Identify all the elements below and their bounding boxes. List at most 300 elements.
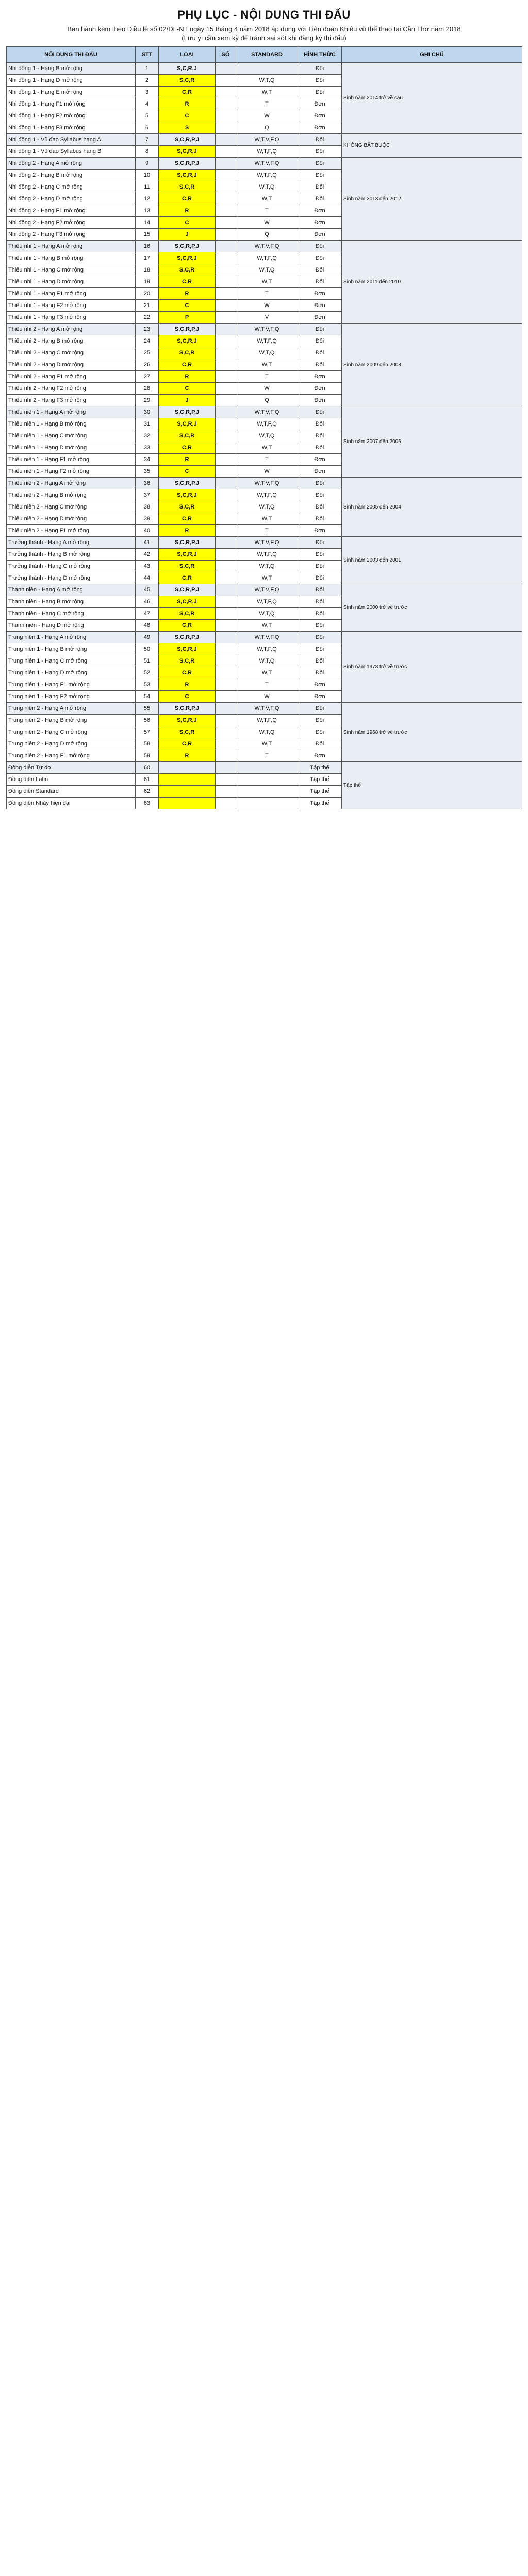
standard-cell: W,T,F,Q [236,489,298,501]
format-cell: Đôi [298,241,342,252]
format-cell: Đơn [298,371,342,383]
standard-cell: W,T,F,Q [236,715,298,726]
category-cell: Đồng diễn Standard [7,786,136,798]
standard-cell: T [236,371,298,383]
format-cell: Đôi [298,596,342,608]
standard-cell: W,T,V,F,Q [236,537,298,549]
latin-cell: C [159,110,216,122]
standard-cell: W,T,Q [236,608,298,620]
no-cell [216,738,236,750]
category-cell: Thiếu niên 2 - Hạng B mở rộng [7,489,136,501]
standard-cell: W,T,F,Q [236,170,298,181]
format-cell: Đôi [298,418,342,430]
no-cell [216,798,236,809]
category-cell: Thiếu niên 1 - Hạng C mở rộng [7,430,136,442]
format-cell: Tập thể [298,786,342,798]
latin-cell: C,R [159,572,216,584]
stt-cell: 28 [136,383,159,395]
no-cell [216,442,236,454]
format-cell: Đôi [298,170,342,181]
subtitle-line-2: (Lưu ý: cần xem kỹ để tránh sai sót khi đăng ký thi đấu) [182,34,346,42]
stt-cell: 42 [136,549,159,561]
standard-cell: W,T,V,F,Q [236,406,298,418]
no-cell [216,300,236,312]
latin-cell: S,C,R [159,347,216,359]
latin-cell: S,C,R [159,655,216,667]
section-note: Sinh năm 1978 trở về trước [342,632,522,703]
category-cell: Nhi đồng 2 - Hạng C mở rộng [7,181,136,193]
latin-cell: R [159,371,216,383]
latin-cell: J [159,229,216,241]
subtitle-line-1: Ban hành kèm theo Điều lệ số 02/ĐL-NT ngày 15 tháng 4 năm 2018 áp dụng với Liên đoàn Khiêu vũ thể thao tại Cần Thơ năm 2018 [67,25,461,33]
format-cell: Đôi [298,643,342,655]
no-cell [216,359,236,371]
stt-cell: 61 [136,774,159,786]
format-cell: Đôi [298,252,342,264]
category-cell: Trung niên 1 - Hạng A mở rộng [7,632,136,643]
table-row [7,762,522,774]
latin-cell: J [159,395,216,406]
latin-cell: C,R [159,193,216,205]
stt-cell: 1 [136,63,159,75]
standard-cell: T [236,750,298,762]
no-cell [216,264,236,276]
section-note: Sinh năm 2000 trở về trước [342,584,522,632]
stt-cell: 9 [136,158,159,170]
header-notes: GHI CHÚ [342,47,522,63]
table-row [7,406,522,418]
category-cell: Thiếu nhi 2 - Hạng C mở rộng [7,347,136,359]
latin-cell: C,R [159,620,216,632]
no-cell [216,430,236,442]
category-cell: Thiếu nhi 1 - Hạng D mở rộng [7,276,136,288]
no-cell [216,406,236,418]
standard-cell: W,T [236,359,298,371]
format-cell: Đôi [298,537,342,549]
latin-cell [159,774,216,786]
category-cell: Thiếu nhi 1 - Hạng B mở rộng [7,252,136,264]
stt-cell: 62 [136,786,159,798]
standard-cell: W,T,F,Q [236,549,298,561]
header-no: SỐ [216,47,236,63]
no-cell [216,632,236,643]
latin-cell: C [159,300,216,312]
stt-cell: 55 [136,703,159,715]
stt-cell: 6 [136,122,159,134]
standard-cell: W [236,691,298,703]
format-cell: Đôi [298,324,342,335]
format-cell: Đôi [298,359,342,371]
latin-cell: S,C,R,P,J [159,324,216,335]
standard-cell: W,T,V,F,Q [236,632,298,643]
stt-cell: 5 [136,110,159,122]
category-cell: Thiếu nhi 1 - Hạng F2 mở rộng [7,300,136,312]
category-cell: Thanh niên - Hạng D mở rộng [7,620,136,632]
category-cell: Thiếu nhi 2 - Hạng D mở rộng [7,359,136,371]
section-note: Sinh năm 2009 đến 2008 [342,324,522,406]
standard-cell: W,T [236,276,298,288]
standard-cell: W,T,V,F,Q [236,241,298,252]
format-cell: Đôi [298,501,342,513]
category-cell: Trung niên 1 - Hạng B mở rộng [7,643,136,655]
format-cell: Đơn [298,691,342,703]
format-cell: Đôi [298,561,342,572]
category-cell: Đồng diễn Nhảy hiện đại [7,798,136,809]
format-cell: Đôi [298,406,342,418]
stt-cell: 46 [136,596,159,608]
latin-cell: C [159,217,216,229]
no-cell [216,703,236,715]
category-cell: Thiếu niên 1 - Hạng A mở rộng [7,406,136,418]
no-cell [216,217,236,229]
format-cell: Đôi [298,347,342,359]
latin-cell: C,R [159,513,216,525]
table-row [7,584,522,596]
stt-cell: 27 [136,371,159,383]
format-cell: Đôi [298,63,342,75]
latin-cell: R [159,454,216,466]
category-cell: Nhi đồng 2 - Hạng B mở rộng [7,170,136,181]
stt-cell: 60 [136,762,159,774]
latin-cell: R [159,525,216,537]
stt-cell: 26 [136,359,159,371]
standard-cell: W,T,Q [236,430,298,442]
table-row [7,537,522,549]
latin-cell: C,R [159,442,216,454]
latin-cell: S,C,R [159,75,216,87]
standard-cell: W,T,V,F,Q [236,478,298,489]
standard-cell: W,T [236,620,298,632]
category-cell: Nhi đồng 2 - Hạng A mở rộng [7,158,136,170]
stt-cell: 30 [136,406,159,418]
stt-cell: 32 [136,430,159,442]
no-cell [216,667,236,679]
no-cell [216,561,236,572]
standard-cell: W,T,F,Q [236,596,298,608]
stt-cell: 2 [136,75,159,87]
standard-cell: W,T,Q [236,75,298,87]
section-note: Sinh năm 2013 đến 2012 [342,158,522,241]
no-cell [216,335,236,347]
table-row [7,478,522,489]
category-cell: Thiếu niên 2 - Hạng C mở rộng [7,501,136,513]
category-cell: Nhi đồng 1 - Hạng F2 mở rộng [7,110,136,122]
category-cell: Thiếu niên 1 - Hạng B mở rộng [7,418,136,430]
category-cell: Trung niên 2 - Hạng A mở rộng [7,703,136,715]
category-cell: Nhi đồng 2 - Hạng F3 mở rộng [7,229,136,241]
standard-cell: W,T [236,87,298,98]
latin-cell: S,C,R [159,181,216,193]
category-cell: Thiếu nhi 2 - Hạng A mở rộng [7,324,136,335]
latin-cell: S,C,R,J [159,335,216,347]
standard-cell: W,T [236,572,298,584]
format-cell: Đơn [298,288,342,300]
category-cell: Thiếu nhi 1 - Hạng F3 mở rộng [7,312,136,324]
no-cell [216,63,236,75]
header-category: NỘI DUNG THI ĐẤU [7,47,136,63]
stt-cell: 25 [136,347,159,359]
latin-cell: S,C,R,P,J [159,241,216,252]
category-cell: Thanh niên - Hạng A mở rộng [7,584,136,596]
latin-cell: S,C,R,J [159,489,216,501]
section-note: Sinh năm 2005 đến 2004 [342,478,522,537]
format-cell: Đơn [298,122,342,134]
header-stt: STT [136,47,159,63]
format-cell: Đơn [298,466,342,478]
no-cell [216,241,236,252]
no-cell [216,608,236,620]
latin-cell: R [159,98,216,110]
standard-cell: W,T,F,Q [236,252,298,264]
stt-cell: 53 [136,679,159,691]
no-cell [216,655,236,667]
format-cell: Đôi [298,715,342,726]
stt-cell: 17 [136,252,159,264]
category-cell: Thiếu niên 1 - Hạng D mở rộng [7,442,136,454]
table-row [7,703,522,715]
standard-cell: T [236,98,298,110]
section-note: Sinh năm 2011 đến 2010 [342,241,522,324]
category-cell: Trung niên 2 - Hạng C mở rộng [7,726,136,738]
format-cell: Đơn [298,395,342,406]
no-cell [216,181,236,193]
latin-cell: S,C,R,P,J [159,158,216,170]
standard-cell [236,774,298,786]
stt-cell: 3 [136,87,159,98]
stt-cell: 38 [136,501,159,513]
format-cell: Đôi [298,549,342,561]
latin-cell: S,C,R,J [159,146,216,158]
standard-cell: T [236,288,298,300]
no-cell [216,75,236,87]
standard-cell: W,T,Q [236,561,298,572]
format-cell: Đôi [298,181,342,193]
standard-cell: Q [236,122,298,134]
standard-cell: Q [236,229,298,241]
category-cell: Thiếu nhi 1 - Hạng C mở rộng [7,264,136,276]
latin-cell: C [159,466,216,478]
category-cell: Trung niên 2 - Hạng B mở rộng [7,715,136,726]
header-format: HÌNH THỨC [298,47,342,63]
no-cell [216,347,236,359]
latin-cell: C [159,691,216,703]
no-cell [216,679,236,691]
no-cell [216,395,236,406]
standard-cell: W [236,383,298,395]
standard-cell: W [236,466,298,478]
latin-cell: S,C,R [159,608,216,620]
format-cell: Tập thể [298,774,342,786]
stt-cell: 47 [136,608,159,620]
standard-cell: W,T [236,667,298,679]
standard-cell: W,T,V,F,Q [236,134,298,146]
category-cell: Trung niên 2 - Hạng F1 mở rộng [7,750,136,762]
standard-cell: W [236,110,298,122]
latin-cell: S,C,R [159,726,216,738]
no-cell [216,371,236,383]
format-cell: Đơn [298,750,342,762]
format-cell: Đôi [298,276,342,288]
standard-cell [236,786,298,798]
stt-cell: 52 [136,667,159,679]
no-cell [216,691,236,703]
category-cell: Trung niên 1 - Hạng D mở rộng [7,667,136,679]
no-cell [216,122,236,134]
latin-cell: C,R [159,738,216,750]
stt-cell: 22 [136,312,159,324]
category-cell: Thanh niên - Hạng B mở rộng [7,596,136,608]
no-cell [216,193,236,205]
no-cell [216,276,236,288]
header-standard: STANDARD [236,47,298,63]
format-cell: Đơn [298,110,342,122]
standard-cell: W,T,V,F,Q [236,584,298,596]
latin-cell [159,762,216,774]
format-cell: Đơn [298,300,342,312]
stt-cell: 4 [136,98,159,110]
section-note: Tập thể [342,762,522,809]
no-cell [216,146,236,158]
latin-cell: C,R [159,276,216,288]
format-cell: Đôi [298,489,342,501]
standard-cell: T [236,205,298,217]
no-cell [216,98,236,110]
standard-cell: W,T,Q [236,264,298,276]
latin-cell: S,C,R [159,264,216,276]
category-cell: Thiếu nhi 2 - Hạng F2 mở rộng [7,383,136,395]
stt-cell: 37 [136,489,159,501]
format-cell: Đôi [298,134,342,146]
latin-cell: R [159,205,216,217]
stt-cell: 40 [136,525,159,537]
no-cell [216,383,236,395]
category-cell: Nhi đồng 1 - Hạng E mở rộng [7,87,136,98]
stt-cell: 51 [136,655,159,667]
category-cell: Trung niên 2 - Hạng D mở rộng [7,738,136,750]
no-cell [216,786,236,798]
stt-cell: 20 [136,288,159,300]
latin-cell: S,C,R,J [159,170,216,181]
category-cell: Trưởng thành - Hạng C mở rộng [7,561,136,572]
no-cell [216,750,236,762]
category-cell: Nhi đồng 2 - Hạng D mở rộng [7,193,136,205]
category-cell: Nhi đồng 2 - Hạng F2 mở rộng [7,217,136,229]
table-row [7,324,522,335]
stt-cell: 31 [136,418,159,430]
format-cell: Đôi [298,632,342,643]
stt-cell: 48 [136,620,159,632]
stt-cell: 12 [136,193,159,205]
format-cell: Đơn [298,679,342,691]
no-cell [216,501,236,513]
format-cell: Đôi [298,158,342,170]
category-cell: Trưởng thành - Hạng D mở rộng [7,572,136,584]
no-cell [216,620,236,632]
category-cell: Thiếu nhi 2 - Hạng F1 mở rộng [7,371,136,383]
stt-cell: 18 [136,264,159,276]
format-cell: Tập thể [298,762,342,774]
category-cell: Đồng diễn Latin [7,774,136,786]
category-cell: Thiếu niên 1 - Hạng F1 mở rộng [7,454,136,466]
latin-cell: S,C,R,P,J [159,584,216,596]
stt-cell: 54 [136,691,159,703]
format-cell: Đơn [298,383,342,395]
table-row [7,63,522,75]
category-cell: Thiếu niên 2 - Hạng A mở rộng [7,478,136,489]
standard-cell: W,T,Q [236,501,298,513]
category-cell: Đồng diễn Tự do [7,762,136,774]
standard-cell: W,T,V,F,Q [236,703,298,715]
stt-cell: 8 [136,146,159,158]
table-row [7,158,522,170]
no-cell [216,252,236,264]
standard-cell: W,T,V,F,Q [236,324,298,335]
stt-cell: 10 [136,170,159,181]
category-cell: Trung niên 1 - Hạng F2 mở rộng [7,691,136,703]
category-cell: Trung niên 1 - Hạng C mở rộng [7,655,136,667]
table-body [7,63,522,809]
stt-cell: 34 [136,454,159,466]
latin-cell: R [159,288,216,300]
no-cell [216,726,236,738]
stt-cell: 33 [136,442,159,454]
stt-cell: 7 [136,134,159,146]
category-cell: Thiếu niên 2 - Hạng D mở rộng [7,513,136,525]
no-cell [216,525,236,537]
latin-cell: S,C,R [159,561,216,572]
stt-cell: 45 [136,584,159,596]
stt-cell: 19 [136,276,159,288]
standard-cell: W,T [236,738,298,750]
format-cell: Đôi [298,513,342,525]
latin-cell: S,C,R,P,J [159,134,216,146]
standard-cell: W,T,Q [236,181,298,193]
format-cell: Đơn [298,454,342,466]
standard-cell: T [236,679,298,691]
no-cell [216,466,236,478]
standard-cell: W [236,300,298,312]
format-cell: Đôi [298,584,342,596]
stt-cell: 23 [136,324,159,335]
stt-cell: 63 [136,798,159,809]
standard-cell [236,798,298,809]
latin-cell: S [159,122,216,134]
no-cell [216,229,236,241]
latin-cell: S,C,R,J [159,252,216,264]
latin-cell: P [159,312,216,324]
no-cell [216,418,236,430]
format-cell: Đơn [298,312,342,324]
page-title: PHỤ LỤC - NỘI DUNG THI ĐẤU [177,8,351,21]
standard-cell: W,T,Q [236,655,298,667]
category-cell: Thanh niên - Hạng C mở rộng [7,608,136,620]
stt-cell: 44 [136,572,159,584]
table-header-row [7,47,522,63]
category-cell: Nhi đồng 1 - Hạng D mở rộng [7,75,136,87]
format-cell: Đôi [298,478,342,489]
format-cell: Đơn [298,205,342,217]
section-note: Sinh năm 1968 trở về trước [342,703,522,762]
section-note: Sinh năm 2003 đến 2001 [342,537,522,584]
no-cell [216,572,236,584]
standard-cell [236,762,298,774]
standard-cell: W,T [236,513,298,525]
table-row [7,241,522,252]
latin-cell: C,R [159,667,216,679]
format-cell: Đơn [298,525,342,537]
stt-cell: 59 [136,750,159,762]
category-cell: Trưởng thành - Hạng A mở rộng [7,537,136,549]
